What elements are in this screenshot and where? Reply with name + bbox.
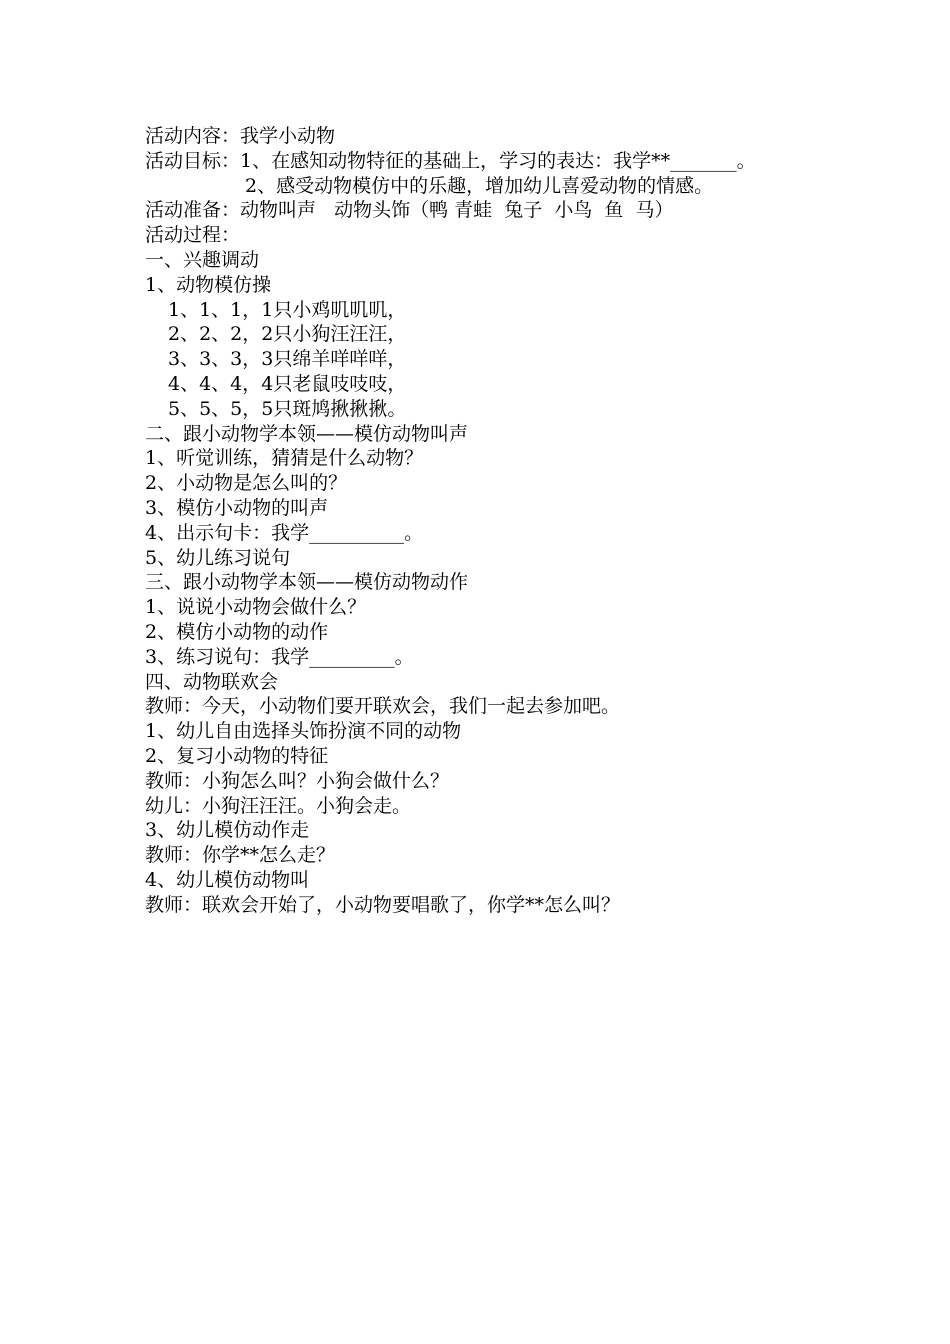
text-line: 5、幼儿练习说句 bbox=[145, 546, 291, 569]
text-line: 1、说说小动物会做什么？ bbox=[145, 596, 367, 619]
text-line: 教师：小狗怎么叫？小狗会做什么？ bbox=[145, 769, 450, 792]
text-line: 3、模仿小动物的叫声 bbox=[145, 496, 329, 519]
text-line: 4、出示句卡：我学__________。 bbox=[145, 521, 424, 544]
document-page bbox=[145, 124, 845, 918]
section-heading-2: 二、跟小动物学本领——模仿动物叫声 bbox=[145, 422, 469, 445]
text-line: 1、听觉训练，猜猜是什么动物？ bbox=[145, 447, 424, 470]
song-line: 3、3、3，3只绵羊咩咩咩， bbox=[168, 348, 407, 371]
section-heading-3: 三、跟小动物学本领——模仿动物动作 bbox=[145, 571, 469, 594]
activity-goal-line-2: 2、感受动物模仿中的乐趣，增加幼儿喜爱动物的情感。 bbox=[245, 174, 714, 197]
text-line: 1、幼儿自由选择头饰扮演不同的动物 bbox=[145, 720, 462, 743]
text-line: 2、模仿小动物的动作 bbox=[145, 620, 329, 643]
activity-goal-line-1: 活动目标：1、在感知动物特征的基础上，学习的表达：我学**_______。 bbox=[145, 149, 756, 172]
activity-process-heading: 活动过程： bbox=[145, 224, 241, 247]
song-line: 4、4、4，4只老鼠吱吱吱， bbox=[168, 372, 407, 395]
song-line: 5、5、5，5只斑鸠揪揪揪。 bbox=[168, 397, 407, 420]
section-heading-4: 四、动物联欢会 bbox=[145, 670, 279, 693]
text-line: 幼儿：小狗汪汪汪。小狗会走。 bbox=[145, 794, 412, 817]
text-line: 1、动物模仿操 bbox=[145, 273, 272, 296]
text-line: 3、练习说句：我学_________。 bbox=[145, 645, 414, 668]
text-line: 教师：今天，小动物们要开联欢会，我们一起去参加吧。 bbox=[145, 695, 621, 718]
text-line: 3、幼儿模仿动作走 bbox=[145, 819, 310, 842]
song-line: 1、1、1，1只小鸡叽叽叽， bbox=[168, 298, 407, 321]
song-line: 2、2、2，2只小狗汪汪汪， bbox=[168, 323, 407, 346]
text-line: 4、幼儿模仿动物叫 bbox=[145, 868, 310, 891]
text-line: 2、复习小动物的特征 bbox=[145, 744, 329, 767]
text-line: 教师：联欢会开始了，小动物要唱歌了，你学**怎么叫？ bbox=[145, 893, 621, 916]
activity-content-line: 活动内容：我学小动物 bbox=[145, 125, 336, 147]
activity-preparation-line: 活动准备：动物叫声 动物头饰（鸭 青蛙 兔子 小鸟 鱼 马） bbox=[145, 199, 674, 222]
text-line: 教师：你学**怎么走？ bbox=[145, 844, 336, 867]
section-heading-1: 一、兴趣调动 bbox=[145, 248, 260, 271]
text-line: 2、小动物是怎么叫的？ bbox=[145, 472, 348, 495]
